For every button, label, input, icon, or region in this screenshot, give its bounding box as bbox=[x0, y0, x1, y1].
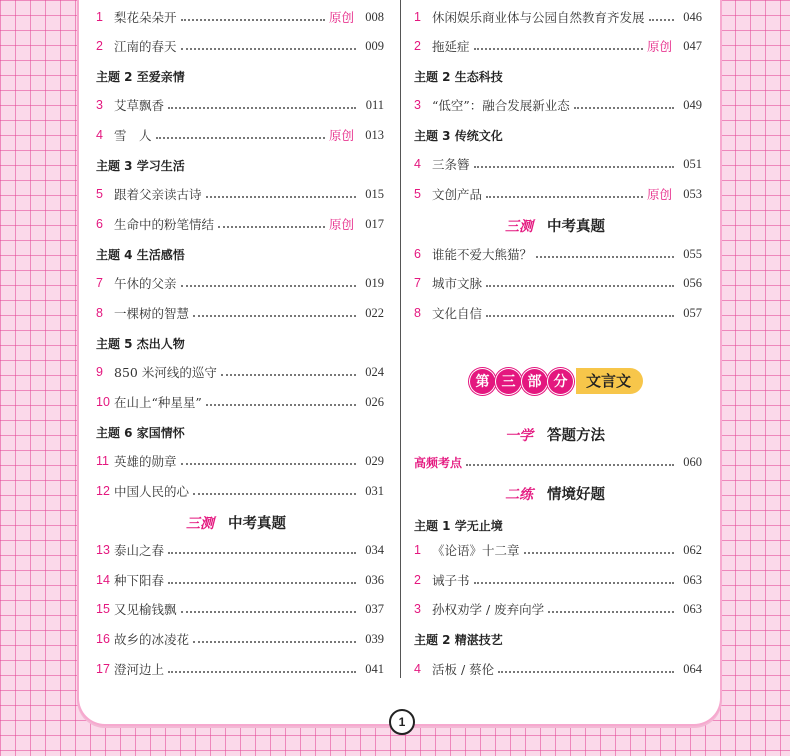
entry-title: 孙权劝学 / 废弃向学 bbox=[432, 602, 545, 617]
entry-title: 诫子书 bbox=[432, 573, 470, 588]
entry-number: 6 bbox=[96, 217, 103, 231]
entry-title: 休闲娱乐商业体与公园自然教育齐发展 bbox=[432, 10, 645, 25]
dot-leader bbox=[193, 641, 356, 643]
toc-entry[interactable] bbox=[414, 94, 702, 116]
toc-entry[interactable] bbox=[414, 272, 702, 294]
entry-number: 1 bbox=[96, 10, 103, 24]
entry-number: 2 bbox=[414, 573, 421, 587]
entry-title: 三条簪 bbox=[432, 157, 470, 172]
toc-entry[interactable] bbox=[96, 94, 384, 116]
entry-number: 3 bbox=[414, 602, 421, 616]
entry-number: 15 bbox=[96, 602, 110, 616]
entry-page: 037 bbox=[365, 601, 384, 616]
entry-title: 文创产品 bbox=[432, 187, 483, 202]
entry-number: 8 bbox=[414, 306, 421, 320]
original-tag: 原创 bbox=[646, 187, 672, 202]
section-title: 中考真题 bbox=[228, 516, 286, 532]
section-heading bbox=[505, 483, 605, 504]
toc-entry[interactable] bbox=[414, 183, 702, 205]
entry-page: 026 bbox=[365, 394, 384, 409]
entry-page: 055 bbox=[683, 246, 702, 261]
toc-entry[interactable] bbox=[96, 569, 384, 591]
part-three-banner bbox=[470, 367, 643, 395]
entry-page: 029 bbox=[365, 453, 384, 468]
dot-leader bbox=[574, 107, 674, 109]
toc-entry[interactable] bbox=[414, 6, 702, 28]
dot-leader bbox=[474, 48, 643, 50]
toc-entry[interactable] bbox=[96, 302, 384, 324]
section-heading bbox=[186, 512, 286, 533]
toc-entry[interactable] bbox=[414, 598, 702, 620]
entry-page: 049 bbox=[683, 97, 702, 112]
entry-page: 046 bbox=[683, 9, 702, 24]
section-title: 答题方法 bbox=[547, 428, 605, 444]
dot-leader bbox=[221, 374, 356, 376]
entry-page: 024 bbox=[365, 364, 384, 379]
topic-heading: 主题 2 精湛技艺 bbox=[414, 633, 503, 647]
entry-title: 城市文脉 bbox=[432, 276, 483, 291]
dot-leader bbox=[486, 196, 643, 198]
entry-number: 7 bbox=[414, 276, 421, 290]
toc-entry[interactable] bbox=[96, 658, 384, 680]
original-tag: 原创 bbox=[328, 217, 354, 232]
topic-heading: 主题 2 至爱亲情 bbox=[96, 70, 185, 84]
entry-title: 文化自信 bbox=[432, 306, 483, 321]
entry-number: 2 bbox=[414, 39, 421, 53]
entry-number: 16 bbox=[96, 632, 110, 646]
entry-page: 051 bbox=[683, 156, 702, 171]
part-char: 第 bbox=[470, 369, 495, 394]
toc-entry[interactable] bbox=[96, 450, 384, 472]
section-mark: 二练 bbox=[505, 487, 533, 503]
entry-title: 谁能不爱大熊猫？ bbox=[432, 247, 533, 262]
entry-title: 中国人民的心 bbox=[114, 484, 190, 499]
toc-entry[interactable] bbox=[96, 361, 384, 383]
topic-heading: 主题 2 生态科技 bbox=[414, 70, 503, 84]
entry-title: 一棵树的智慧 bbox=[114, 306, 190, 321]
entry-title: 澄河边上 bbox=[114, 662, 165, 677]
dot-leader bbox=[524, 552, 674, 554]
page-number: 1 bbox=[389, 709, 415, 735]
topic-heading: 主题 4 生活感悟 bbox=[96, 248, 185, 262]
dot-leader bbox=[498, 671, 674, 673]
entry-title: 泰山之春 bbox=[114, 543, 165, 558]
entry-number: 17 bbox=[96, 662, 110, 676]
entry-title: 拖延症 bbox=[432, 39, 470, 54]
toc-entry[interactable] bbox=[96, 391, 384, 413]
entry-title: 艾草飘香 bbox=[114, 98, 165, 113]
entry-page: 017 bbox=[365, 216, 384, 231]
entry-page: 009 bbox=[365, 38, 384, 53]
section-title: 情境好题 bbox=[547, 487, 605, 503]
toc-entry[interactable] bbox=[414, 569, 702, 591]
toc-entry[interactable] bbox=[96, 183, 384, 205]
toc-entry[interactable] bbox=[96, 124, 384, 146]
entry-number: 1 bbox=[414, 10, 421, 24]
entry-number: 7 bbox=[96, 276, 103, 290]
toc-entry[interactable] bbox=[96, 480, 384, 502]
entry-number: 13 bbox=[96, 543, 110, 557]
original-tag: 原创 bbox=[646, 39, 672, 54]
entry-page: 019 bbox=[365, 275, 384, 290]
toc-entry[interactable] bbox=[414, 302, 702, 324]
entry-page: 060 bbox=[683, 454, 702, 469]
dot-leader bbox=[168, 582, 356, 584]
entry-page: 056 bbox=[683, 275, 702, 290]
entry-page: 034 bbox=[365, 542, 384, 557]
entry-number: 10 bbox=[96, 395, 110, 409]
keypoint-label: 高频考点 bbox=[414, 455, 463, 470]
dot-leader bbox=[206, 196, 356, 198]
part-char: 三 bbox=[496, 369, 521, 394]
keypoint-entry[interactable] bbox=[414, 451, 702, 473]
entry-page: 041 bbox=[365, 661, 384, 676]
entry-number: 9 bbox=[96, 365, 103, 379]
entry-page: 022 bbox=[365, 305, 384, 320]
section-mark: 三测 bbox=[505, 219, 533, 235]
topic-heading: 主题 5 杰出人物 bbox=[96, 337, 185, 351]
dot-leader bbox=[548, 611, 674, 613]
entry-page: 063 bbox=[683, 572, 702, 587]
entry-number: 3 bbox=[96, 98, 103, 112]
toc-entry[interactable] bbox=[96, 628, 384, 650]
toc-entry[interactable] bbox=[414, 539, 702, 561]
entry-number: 4 bbox=[414, 157, 421, 171]
entry-page: 062 bbox=[683, 542, 702, 557]
entry-title: 午休的父亲 bbox=[114, 276, 177, 291]
entry-number: 2 bbox=[96, 39, 103, 53]
entry-title: 跟着父亲读古诗 bbox=[114, 187, 202, 202]
dot-leader bbox=[649, 19, 674, 21]
entry-number: 6 bbox=[414, 247, 421, 261]
entry-page: 039 bbox=[365, 631, 384, 646]
topic-heading: 主题 3 传统文化 bbox=[414, 129, 503, 143]
dot-leader bbox=[181, 611, 356, 613]
toc-entry[interactable] bbox=[414, 243, 702, 265]
entry-number: 8 bbox=[96, 306, 103, 320]
toc-entry[interactable] bbox=[414, 153, 702, 175]
dot-leader bbox=[466, 464, 674, 466]
dot-leader bbox=[181, 19, 325, 21]
dot-leader bbox=[474, 582, 674, 584]
entry-title: 故乡的冰凌花 bbox=[114, 632, 190, 647]
entry-page: 063 bbox=[683, 601, 702, 616]
dot-leader bbox=[168, 671, 356, 673]
entry-page: 031 bbox=[365, 483, 384, 498]
toc-entry[interactable] bbox=[414, 35, 702, 57]
toc-entry[interactable] bbox=[96, 6, 384, 28]
entry-title: 《论语》十二章 bbox=[432, 543, 520, 558]
part-char: 部 bbox=[522, 369, 547, 394]
entry-title: 又见榆钱飘 bbox=[114, 602, 177, 617]
entry-page: 013 bbox=[365, 127, 384, 142]
part-char: 分 bbox=[548, 369, 573, 394]
toc-entry[interactable] bbox=[96, 213, 384, 235]
topic-heading: 主题 3 学习生活 bbox=[96, 159, 185, 173]
toc-entry[interactable] bbox=[414, 658, 702, 680]
entry-number: 3 bbox=[414, 98, 421, 112]
entry-page: 015 bbox=[365, 186, 384, 201]
entry-title: 850 米河线的巡守 bbox=[114, 365, 217, 380]
entry-page: 057 bbox=[683, 305, 702, 320]
entry-number: 4 bbox=[414, 662, 421, 676]
entry-title: 江南的春天 bbox=[114, 39, 177, 54]
entry-page: 053 bbox=[683, 186, 702, 201]
dot-leader bbox=[193, 493, 356, 495]
dot-leader bbox=[181, 463, 356, 465]
toc-entry[interactable] bbox=[96, 35, 384, 57]
dot-leader bbox=[168, 552, 356, 554]
entry-page: 064 bbox=[683, 661, 702, 676]
entry-number: 1 bbox=[414, 543, 421, 557]
entry-title: 生命中的粉笔情结 bbox=[114, 217, 215, 232]
toc-entry[interactable] bbox=[96, 272, 384, 294]
entry-number: 5 bbox=[96, 187, 103, 201]
section-mark: 三测 bbox=[186, 516, 214, 532]
dot-leader bbox=[486, 285, 674, 287]
entry-number: 14 bbox=[96, 573, 110, 587]
toc-entry[interactable] bbox=[96, 539, 384, 561]
entry-page: 011 bbox=[365, 97, 384, 112]
dot-leader bbox=[206, 404, 356, 406]
topic-heading: 主题 1 学无止境 bbox=[414, 519, 503, 533]
dot-leader bbox=[168, 107, 356, 109]
entry-page: 047 bbox=[683, 38, 702, 53]
entry-number: 4 bbox=[96, 128, 103, 142]
dot-leader bbox=[218, 226, 325, 228]
part-label: 文言文 bbox=[576, 368, 643, 394]
dot-leader bbox=[193, 315, 356, 317]
dot-leader bbox=[156, 137, 325, 139]
entry-number: 11 bbox=[96, 454, 109, 468]
entry-title: 英雄的勋章 bbox=[114, 454, 177, 469]
section-mark: 一学 bbox=[505, 428, 533, 444]
dot-leader bbox=[486, 315, 674, 317]
original-tag: 原创 bbox=[328, 128, 354, 143]
dot-leader bbox=[474, 166, 674, 168]
section-title: 中考真题 bbox=[547, 219, 605, 235]
column-divider bbox=[400, 0, 401, 678]
entry-page: 036 bbox=[365, 572, 384, 587]
entry-page: 008 bbox=[365, 9, 384, 24]
dot-leader bbox=[536, 256, 674, 258]
entry-number: 12 bbox=[96, 484, 110, 498]
entry-title: 在山上“种星星” bbox=[114, 395, 202, 410]
topic-heading: 主题 6 家国情怀 bbox=[96, 426, 185, 440]
section-heading bbox=[505, 424, 605, 445]
entry-title: 种下阳春 bbox=[114, 573, 165, 588]
original-tag: 原创 bbox=[328, 10, 354, 25]
dot-leader bbox=[181, 285, 356, 287]
section-heading bbox=[505, 215, 605, 236]
entry-number: 5 bbox=[414, 187, 421, 201]
toc-entry[interactable] bbox=[96, 598, 384, 620]
entry-title: “低空”：融合发展新业态 bbox=[432, 98, 570, 113]
entry-title: 活板 / 蔡伦 bbox=[432, 662, 495, 677]
entry-title: 雪 人 bbox=[114, 128, 152, 143]
entry-title: 梨花朵朵开 bbox=[114, 10, 177, 25]
dot-leader bbox=[181, 48, 356, 50]
